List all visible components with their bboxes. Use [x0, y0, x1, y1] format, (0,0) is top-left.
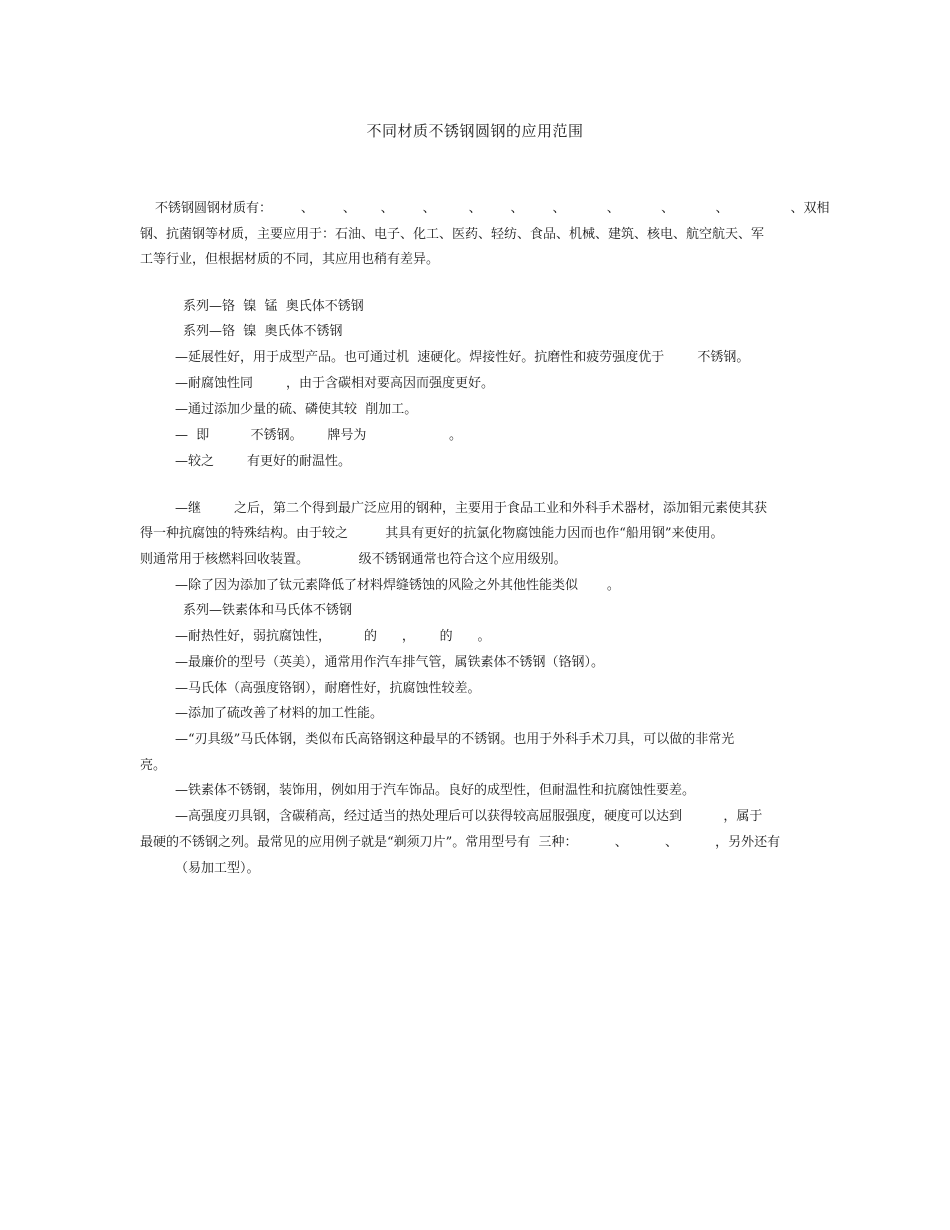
body-line: 则通常用于核燃料回收装置。 级不锈钢通常也符合这个应用级别。 — [140, 552, 567, 567]
body-line: —高强度刃具钢，含碳稍高，经过适当的热处理后可以获得较高屈服强度，硬度可以达到 ，属于 — [175, 809, 763, 824]
body-line: —除了因为添加了钛元素降低了材料焊缝锈蚀的风险之外其他性能类似 。 — [175, 578, 620, 593]
body-line: —通过添加少量的硫、磷使其较 削加工。 — [175, 402, 418, 417]
body-line: —继 之后，第二个得到最广泛应用的钢种，主要用于食品工业和外科手术器材，添加钼元素使其获 — [175, 501, 768, 516]
body-line: —马氏体（高强度铬钢），耐磨性好，抗腐蚀性较差。 — [175, 681, 481, 696]
body-line: 钢、抗菌钢等材质，主要应用于：石油、电子、化工、医药、轻纺、食品、机械、建筑、核电、航空航天、军 — [140, 227, 765, 242]
body-line: 系列—铁素体和马氏体不锈钢 — [183, 603, 353, 618]
body-line: 亮。 — [140, 758, 167, 773]
body-line: —添加了硫改善了材料的加工性能。 — [175, 706, 384, 721]
body-line: 系列—铬 镍 奥氏体不锈钢 — [183, 324, 343, 339]
body-line: 工等行业，但根据材质的不同，其应用也稍有差异。 — [140, 252, 440, 267]
body-line: —耐热性好，弱抗腐蚀性， 的 ， 的 。 — [175, 629, 491, 644]
body-line: —铁素体不锈钢，装饰用，例如用于汽车饰品。良好的成型性，但耐温性和抗腐蚀性要差。 — [175, 783, 696, 798]
body-line: —“刃具级”马氏体钢，类似布氏高铬钢这种最早的不锈钢。也用于外科手术刀具，可以做的非常光 — [175, 732, 735, 747]
body-line: —较之 有更好的耐温性。 — [175, 454, 352, 469]
body-line: 不锈钢圆钢材质有： 、 、 、 、 、 、 、 、 、 、 、双相 — [155, 201, 830, 216]
body-line: 最硬的不锈钢之列。最常见的应用例子就是“剃须刀片”。常用型号有 三种： 、 、 ，另外还有 — [140, 835, 781, 850]
body-line: 系列—铬 镍 锰 奥氏体不锈钢 — [183, 299, 364, 314]
body-line: — 即 不锈钢。 牌号为 。 — [175, 428, 463, 443]
body-line: —最廉价的型号（英美），通常用作汽车排气管，属铁素体不锈钢（铬钢）。 — [175, 655, 605, 670]
body-line: （易加工型）。 — [175, 861, 260, 876]
body-line: —延展性好，用于成型产品。也可通过机 速硬化。焊接性好。抗磨性和疲劳强度优于 不锈钢。 — [175, 350, 750, 365]
body-line: 得一种抗腐蚀的特殊结构。由于较之 其具有更好的抗氯化物腐蚀能力因而也作“船用钢”来使用。 — [140, 526, 724, 541]
page-title: 不同材质不锈钢圆钢的应用范围 — [366, 122, 584, 140]
body-line: —耐腐蚀性同 ，由于含碳相对要高因而强度更好。 — [175, 376, 495, 391]
